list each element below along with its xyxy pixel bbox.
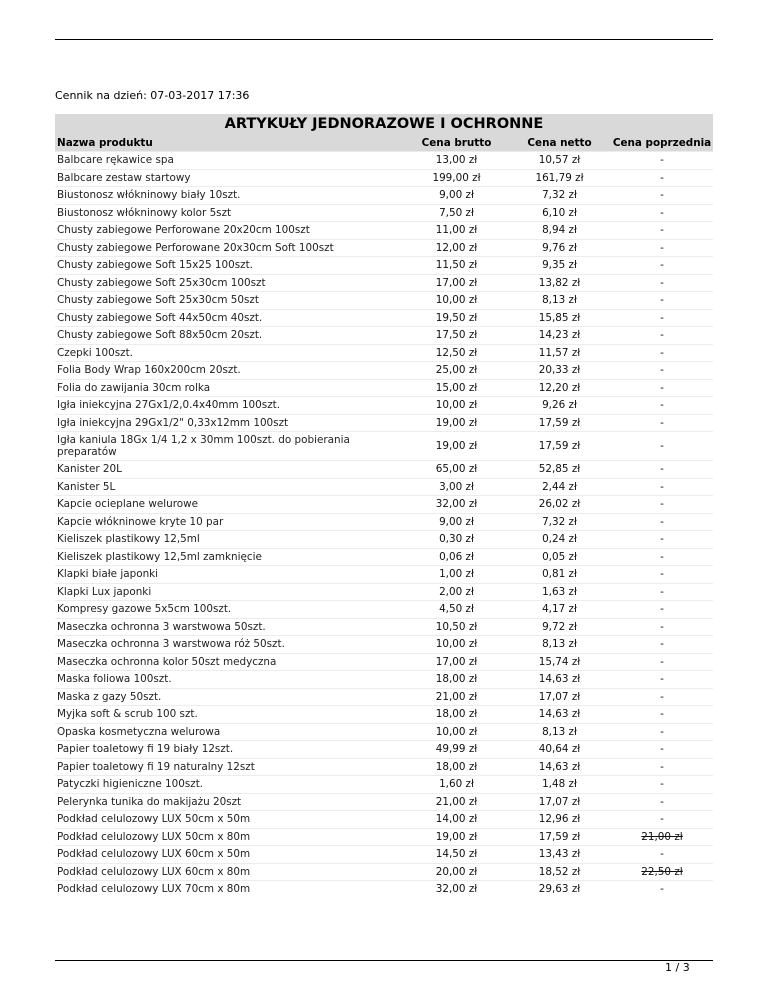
previous-price-cell: - [660,883,664,896]
previous-price-cell: - [660,346,664,359]
table-row [55,478,713,496]
previous-price-cell: - [660,276,664,289]
gross-price-cell: 7,50 zł [439,206,474,219]
gross-price-cell: 17,50 zł [435,329,478,342]
previous-price-cell: - [660,690,664,703]
net-price-cell: 0,24 zł [542,533,577,546]
product-name-cell: Maska foliowa 100szt. [57,673,172,686]
net-price-cell: 29,63 zł [538,883,581,896]
gross-price-cell: 1,00 zł [439,568,474,581]
table-row [55,566,713,584]
previous-price-cell: - [660,154,664,167]
net-price-cell: 0,81 zł [542,568,577,581]
product-name-cell: Folia Body Wrap 160x200cm 20szt. [57,364,241,377]
previous-price-cell: - [660,620,664,633]
table-row [55,881,713,898]
net-price-cell: 7,32 zł [542,515,577,528]
table-row [55,327,713,345]
net-price-cell: 12,96 zł [538,813,581,826]
previous-price-cell: 21,00 zł [641,830,683,843]
net-price-cell: 17,07 zł [538,795,581,808]
product-name-cell: Balbcare zestaw startowy [57,171,191,184]
product-name-cell: Maseczka ochronna kolor 50szt medyczna [57,655,277,668]
product-name-cell: Chusty zabiegowe Soft 25x30cm 100szt [57,276,266,289]
gross-price-cell: 12,50 zł [435,346,478,359]
price-table [55,135,713,898]
product-name-cell: Kanister 20L [57,463,122,476]
net-price-cell: 8,13 zł [542,638,577,651]
gross-price-cell: 18,00 zł [435,673,478,686]
table-row [55,257,713,275]
net-price-cell: 17,59 zł [538,830,581,843]
previous-price-cell: - [660,550,664,563]
product-name-cell: Podkład celulozowy LUX 70cm x 80m [57,883,251,896]
column-header-product-name: Nazwa produktu [55,135,405,152]
product-name-cell: Maseczka ochronna 3 warstwowa róż 50szt. [57,638,285,651]
table-header-row [55,135,713,152]
product-name-cell: Chusty zabiegowe Soft 88x50cm 20szt. [57,329,263,342]
gross-price-cell: 10,00 zł [435,294,478,307]
net-price-cell: 8,13 zł [542,725,577,738]
net-price-cell: 8,13 zł [542,294,577,307]
table-row [55,618,713,636]
net-price-cell: 52,85 zł [538,463,581,476]
table-row [55,793,713,811]
previous-price-cell: - [660,416,664,429]
gross-price-cell: 199,00 zł [432,171,481,184]
gross-price-cell: 19,00 zł [435,830,478,843]
previous-price-cell: - [660,743,664,756]
table-row [55,362,713,380]
product-name-cell: Biustonosz włókninowy kolor 5szt [57,206,232,219]
gross-price-cell: 32,00 zł [435,883,478,896]
gross-price-cell: 15,00 zł [435,381,478,394]
product-name-cell: Chusty zabiegowe Perforowane 20x20cm 100szt [57,224,310,237]
table-body [55,152,713,898]
product-name-cell: Igła iniekcyjna 27Gx1/2,0.4x40mm 100szt. [57,399,281,412]
previous-price-cell: - [660,708,664,721]
product-name-cell: Patyczki higieniczne 100szt. [57,778,204,791]
product-name-cell: Balbcare rękawice spa [57,154,174,167]
net-price-cell: 40,64 zł [538,743,581,756]
gross-price-cell: 3,00 zł [439,480,474,493]
previous-price-cell: - [660,463,664,476]
previous-price-cell: - [660,311,664,324]
product-name-cell: Folia do zawijania 30cm rolka [57,381,211,394]
previous-price-cell: - [660,778,664,791]
net-price-cell: 18,52 zł [538,865,581,878]
previous-price-cell: - [660,498,664,511]
gross-price-cell: 0,06 zł [439,550,474,563]
gross-price-cell: 10,00 zł [435,638,478,651]
net-price-cell: 7,32 zł [542,189,577,202]
product-name-cell: Kapcie włókninowe kryte 10 par [57,515,224,528]
gross-price-cell: 17,00 zł [435,276,478,289]
product-name-cell: Papier toaletowy fi 19 naturalny 12szt [57,760,255,773]
net-price-cell: 12,20 zł [538,381,581,394]
product-name-cell: Chusty zabiegowe Soft 25x30cm 50szt [57,294,259,307]
table-row [55,461,713,479]
gross-price-cell: 14,00 zł [435,813,478,826]
product-name-cell: Biustonosz włókninowy biały 10szt. [57,189,241,202]
table-row [55,274,713,292]
price-date-line: Cennik na dzień: 07-03-2017 17:36 [55,89,250,102]
table-row [55,688,713,706]
table-row [55,496,713,514]
net-price-cell: 11,57 zł [538,346,581,359]
previous-price-cell: - [660,189,664,202]
bottom-rule [55,960,713,961]
page-number: 1 / 3 [665,961,690,974]
previous-price-cell: - [660,171,664,184]
table-row [55,811,713,829]
table-row [55,758,713,776]
product-name-cell: Pelerynka tunika do makijażu 20szt [57,795,242,808]
gross-price-cell: 25,00 zł [435,364,478,377]
net-price-cell: 9,26 zł [542,399,577,412]
table-row [55,828,713,846]
gross-price-cell: 11,00 zł [435,224,478,237]
table-row [55,776,713,794]
product-name-cell: Igła kaniula 18Gx 1/4 1,2 x 30mm 100szt. do pobierania preparatów [57,434,350,458]
table-row [55,432,713,461]
previous-price-cell: - [660,603,664,616]
net-price-cell: 14,63 zł [538,673,581,686]
net-price-cell: 17,07 zł [538,690,581,703]
gross-price-cell: 10,00 zł [435,725,478,738]
product-name-cell: Podkład celulozowy LUX 60cm x 50m [57,848,251,861]
gross-price-cell: 32,00 zł [435,498,478,511]
net-price-cell: 13,43 zł [538,848,581,861]
previous-price-cell: - [660,364,664,377]
net-price-cell: 0,05 zł [542,550,577,563]
net-price-cell: 161,79 zł [535,171,584,184]
gross-price-cell: 21,00 zł [435,690,478,703]
previous-price-cell: - [660,533,664,546]
top-rule [55,39,713,40]
table-row [55,723,713,741]
previous-price-cell: - [660,585,664,598]
table-row [55,548,713,566]
net-price-cell: 13,82 zł [538,276,581,289]
previous-price-cell: - [660,241,664,254]
previous-price-cell: - [660,760,664,773]
gross-price-cell: 14,50 zł [435,848,478,861]
net-price-cell: 17,59 zł [538,440,581,452]
gross-price-cell: 18,00 zł [435,708,478,721]
previous-price-cell: - [660,725,664,738]
product-name-cell: Maska z gazy 50szt. [57,690,162,703]
column-header-previous-price: Cena poprzednia [611,135,713,152]
product-name-cell: Kompresy gazowe 5x5cm 100szt. [57,603,232,616]
product-name-cell: Chusty zabiegowe Perforowane 20x30cm Soft 100szt [57,241,334,254]
product-name-cell: Podkład celulozowy LUX 50cm x 80m [57,830,251,843]
product-name-cell: Myjka soft & scrub 100 szt. [57,708,198,721]
gross-price-cell: 9,00 zł [439,189,474,202]
table-row [55,846,713,864]
table-row [55,414,713,432]
gross-price-cell: 65,00 zł [435,463,478,476]
price-list-section [55,114,713,898]
column-header-gross-price: Cena brutto [405,135,508,152]
gross-price-cell: 49,99 zł [435,743,478,756]
net-price-cell: 15,85 zł [538,311,581,324]
gross-price-cell: 1,60 zł [439,778,474,791]
gross-price-cell: 17,00 zł [435,655,478,668]
previous-price-cell: - [660,568,664,581]
net-price-cell: 1,63 zł [542,585,577,598]
previous-price-cell: 22,50 zł [641,865,683,878]
product-name-cell: Czepki 100szt. [57,346,133,359]
net-price-cell: 9,76 zł [542,241,577,254]
column-header-net-price: Cena netto [508,135,611,152]
previous-price-cell: - [660,638,664,651]
table-row [55,863,713,881]
previous-price-cell: - [660,673,664,686]
gross-price-cell: 10,50 zł [435,620,478,633]
previous-price-cell: - [660,329,664,342]
previous-price-cell: - [660,294,664,307]
previous-price-cell: - [660,655,664,668]
previous-price-cell: - [660,813,664,826]
table-row [55,531,713,549]
net-price-cell: 14,63 zł [538,760,581,773]
net-price-cell: 15,74 zł [538,655,581,668]
net-price-cell: 17,59 zł [538,416,581,429]
previous-price-cell: - [660,848,664,861]
net-price-cell: 14,63 zł [538,708,581,721]
table-row [55,152,713,170]
product-name-cell: Kanister 5L [57,480,116,493]
product-name-cell: Klapki Lux japonki [57,585,152,598]
product-name-cell: Kieliszek plastikowy 12,5ml zamknięcie [57,550,262,563]
previous-price-cell: - [660,224,664,237]
product-name-cell: Chusty zabiegowe Soft 15x25 100szt. [57,259,253,272]
net-price-cell: 14,23 zł [538,329,581,342]
previous-price-cell: - [660,399,664,412]
net-price-cell: 6,10 zł [542,206,577,219]
table-row [55,671,713,689]
table-row [55,239,713,257]
product-name-cell: Podkład celulozowy LUX 50cm x 50m [57,813,251,826]
table-row [55,292,713,310]
table-row [55,636,713,654]
gross-price-cell: 20,00 zł [435,865,478,878]
table-row [55,583,713,601]
previous-price-cell: - [660,795,664,808]
product-name-cell: Igła iniekcyjna 29Gx1/2" 0,33x12mm 100szt [57,416,289,429]
net-price-cell: 9,35 zł [542,259,577,272]
table-row [55,187,713,205]
net-price-cell: 9,72 zł [542,620,577,633]
net-price-cell: 4,17 zł [542,603,577,616]
gross-price-cell: 0,30 zł [439,533,474,546]
section-title: ARTYKUŁY JEDNORAZOWE I OCHRONNE [55,114,713,135]
table-row [55,204,713,222]
gross-price-cell: 12,00 zł [435,241,478,254]
gross-price-cell: 19,00 zł [435,440,478,452]
table-row [55,706,713,724]
previous-price-cell: - [660,206,664,219]
gross-price-cell: 18,00 zł [435,760,478,773]
gross-price-cell: 2,00 zł [439,585,474,598]
net-price-cell: 10,57 zł [538,154,581,167]
product-name-cell: Podkład celulozowy LUX 60cm x 80m [57,865,251,878]
net-price-cell: 8,94 zł [542,224,577,237]
table-row [55,222,713,240]
previous-price-cell: - [660,480,664,493]
gross-price-cell: 13,00 zł [435,154,478,167]
gross-price-cell: 10,00 zł [435,399,478,412]
table-row [55,344,713,362]
table-row [55,741,713,759]
table-row [55,379,713,397]
product-name-cell: Kapcie ocieplane welurowe [57,498,199,511]
gross-price-cell: 19,50 zł [435,311,478,324]
previous-price-cell: - [660,259,664,272]
gross-price-cell: 4,50 zł [439,603,474,616]
net-price-cell: 1,48 zł [542,778,577,791]
previous-price-cell: - [660,381,664,394]
net-price-cell: 2,44 zł [542,480,577,493]
gross-price-cell: 11,50 zł [435,259,478,272]
table-row [55,397,713,415]
gross-price-cell: 9,00 zł [439,515,474,528]
product-name-cell: Chusty zabiegowe Soft 44x50cm 40szt. [57,311,263,324]
table-row [55,601,713,619]
previous-price-cell: - [660,440,664,452]
previous-price-cell: - [660,515,664,528]
table-row [55,653,713,671]
product-name-cell: Opaska kosmetyczna welurowa [57,725,221,738]
net-price-cell: 26,02 zł [538,498,581,511]
product-name-cell: Papier toaletowy fi 19 biały 12szt. [57,743,234,756]
net-price-cell: 20,33 zł [538,364,581,377]
gross-price-cell: 21,00 zł [435,795,478,808]
table-row [55,169,713,187]
table-row [55,513,713,531]
product-name-cell: Maseczka ochronna 3 warstwowa 50szt. [57,620,266,633]
table-row [55,309,713,327]
product-name-cell: Kieliszek plastikowy 12,5ml [57,533,200,546]
gross-price-cell: 19,00 zł [435,416,478,429]
product-name-cell: Klapki białe japonki [57,568,159,581]
